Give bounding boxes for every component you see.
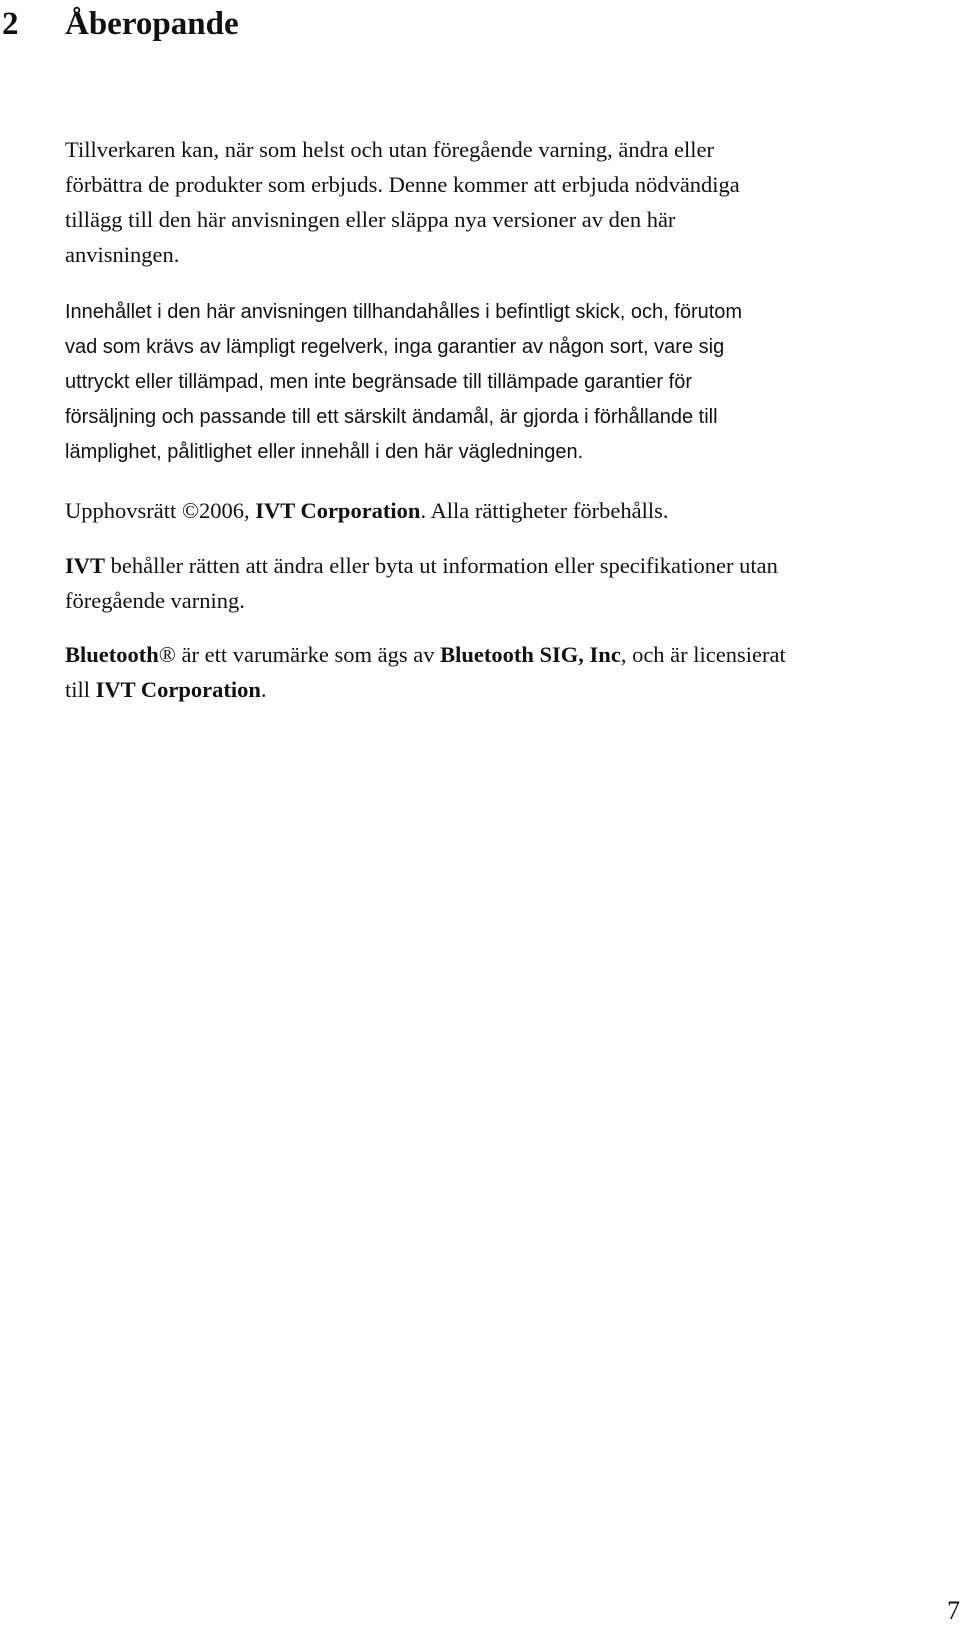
text-line: försäljning och passande till ett särskilt ändamål, är gjorda i förhållande till: [65, 406, 718, 428]
text-fragment: till: [65, 677, 96, 702]
paragraph-warranty-disclaimer: [65, 295, 742, 470]
page-number: 7: [947, 1596, 960, 1625]
copyright-prefix: Upphovsrätt ©2006,: [65, 498, 256, 523]
paragraph-disclaimer-intro: [65, 132, 740, 272]
text-line: uttryckt eller tillämpad, men inte begränsade till tillämpade garantier för: [65, 371, 692, 393]
text-line: tillägg till den här anvisningen eller släppa nya versioner av den här: [65, 207, 676, 232]
text-line: Innehållet i den här anvisningen tillhandahålles i befintligt skick, och, förutom: [65, 301, 743, 323]
text-line: anvisningen.: [65, 242, 180, 267]
section-title: Åberopande: [65, 6, 239, 42]
text-fragment: .: [260, 677, 267, 702]
trademark-owner: Bluetooth SIG, Inc: [440, 642, 621, 667]
paragraph-rights-reserved: [65, 548, 778, 618]
text-line: lämplighet, pålitlighet eller innehåll i den här vägledningen.: [65, 441, 584, 463]
text-line: föregående varning.: [65, 588, 245, 613]
text-fragment: ® är ett varumärke som ägs av: [158, 642, 441, 667]
company-name: IVT Corporation: [255, 498, 421, 523]
paragraph-trademark: [65, 637, 786, 707]
text-line: behåller rätten att ändra eller byta ut information eller specifikationer utan: [105, 553, 778, 578]
section-number: 2: [2, 6, 19, 42]
text-line: förbättra de produkter som erbjuds. Denne kommer att erbjuda nödvändiga: [65, 172, 740, 197]
text-line: vad som krävs av lämpligt regelverk, inga garantier av någon sort, vare sig: [65, 336, 725, 358]
text-line: Tillverkaren kan, när som helst och utan föregående varning, ändra eller: [65, 137, 714, 162]
company-name: IVT Corporation: [95, 677, 261, 702]
copyright-suffix: . Alla rättigheter förbehålls.: [420, 498, 669, 523]
brand-name: IVT: [65, 553, 106, 578]
paragraph-copyright: [65, 493, 669, 528]
text-fragment: , och är licensierat: [620, 642, 786, 667]
trademark-name: Bluetooth: [65, 642, 159, 667]
